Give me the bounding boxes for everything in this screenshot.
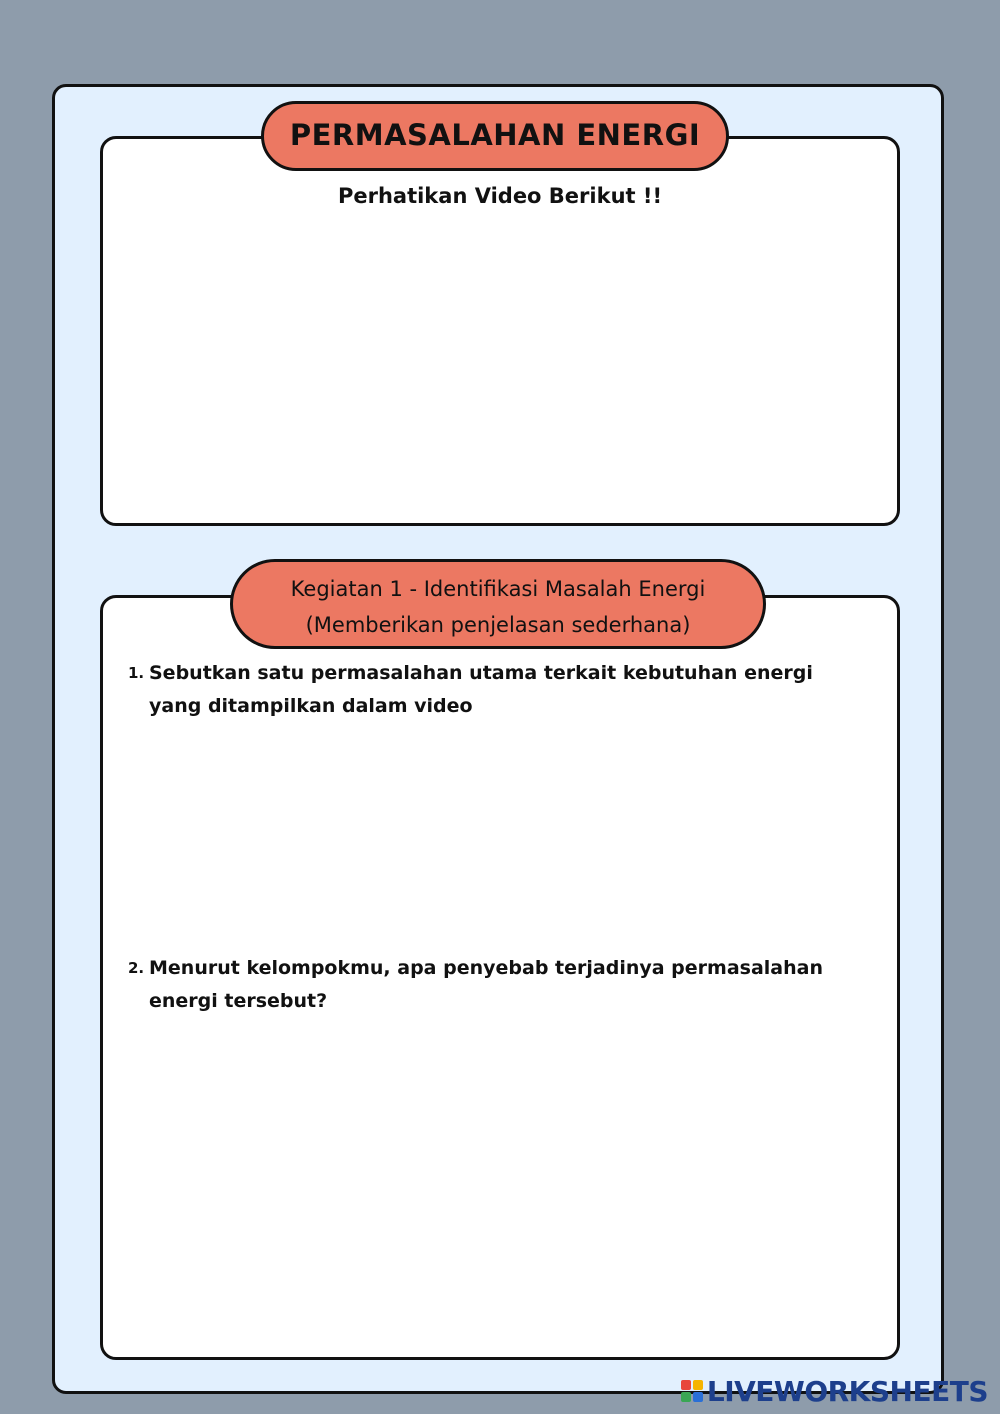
liveworksheets-watermark [681, 1374, 988, 1408]
question-text: Sebutkan satu permasalahan utama terkait kebutuhan energi yang ditampilkan dalam video [149, 662, 813, 717]
logo-square [693, 1380, 703, 1390]
question-2 [128, 952, 848, 1018]
liveworksheets-logo-icon [681, 1380, 703, 1402]
logo-square [693, 1392, 703, 1402]
logo-square [681, 1392, 691, 1402]
logo-square [681, 1380, 691, 1390]
question-number: 1. [128, 664, 145, 682]
question-1 [128, 657, 848, 723]
page-title: PERMASALAHAN ENERGI [261, 101, 729, 171]
question-text: Menurut kelompokmu, apa penyebab terjadinya permasalahan energi tersebut? [149, 957, 823, 1012]
activity-title: Kegiatan 1 - Identifikasi Masalah Energi [290, 577, 706, 601]
activity-subtitle: (Memberikan penjelasan sederhana) [305, 613, 691, 637]
question-number: 2. [128, 959, 145, 977]
watermark-text: LIVEWORKSHEETS [706, 1374, 988, 1408]
activity-title-badge [230, 559, 766, 649]
video-instruction: Perhatikan Video Berikut !! [337, 184, 663, 208]
